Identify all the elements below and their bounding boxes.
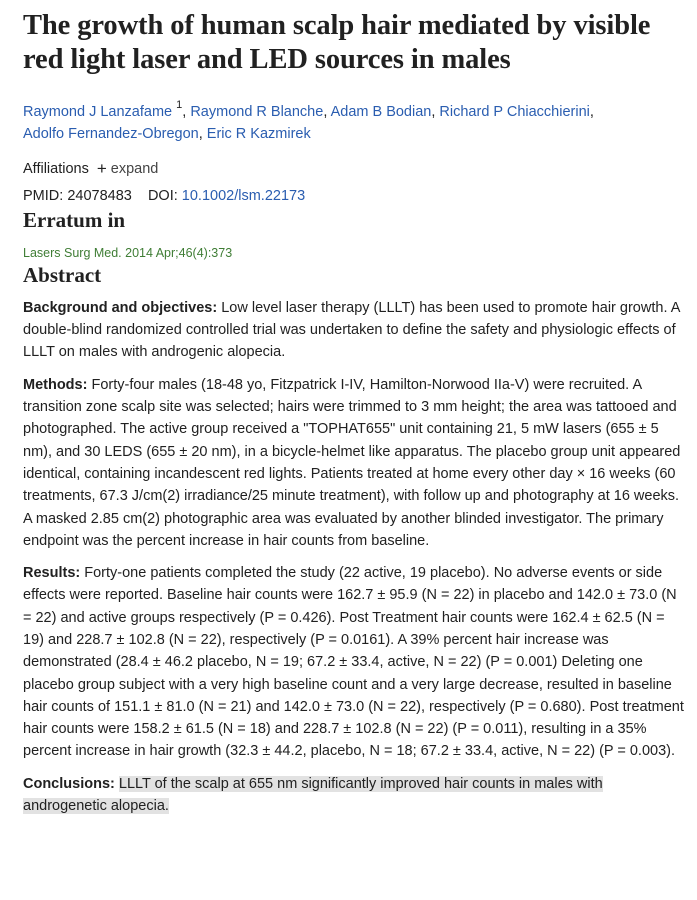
expand-label: expand [110,160,159,177]
abstract-heading: Abstract [23,262,102,287]
author-link[interactable]: Eric R Kazmirek [206,125,311,142]
author-separator: , [182,103,191,120]
article-page [23,0,687,817]
abstract-conclusions [23,773,687,818]
background-text: Low level laser therapy (LLLT) has been used to promote hair growth. A double-blind randomized controlled trial was undertaken to define the safety and physiologic effects of LLLT on males with androgenic alopecia. [23,299,680,361]
author-link[interactable]: Raymond J Lanzafame [23,103,173,120]
author-link[interactable]: Adolfo Fernandez-Obregon [23,125,199,142]
article-identifiers [23,185,687,207]
abstract-background [23,297,687,364]
author-link[interactable]: Richard P Chiacchierini [439,103,590,120]
abstract-methods [23,374,687,552]
results-text: Forty-one patients completed the study (22 active, 19 placebo). No adverse events or side effects were reported. Baseline hair counts were 162.7 ± 95.9 (N = 22) in placebo and 142.0 ± 73.0 (N = 22) and active groups respectively (P = 0.426). Post Treatment hair counts were 162.4 ± 62.5 (N = 19) and 228.7 ± 102.8 (N = 22), respectively (P = 0.0161). A 39% percent hair increase was demonstrated (28.4 ± 46.2 placebo, N = 19; 67.2 ± 33.4, active, N = 22) (P = 0.001) Deleting one placebo group subject with a very high baseline count and a very large decrease, resulted in baseline hair counts of 151.1 ± 81.0 (N = 21) and 142.0 ± 73.0 (N = 22), respectively (P = 0.680). Post treatment hair counts were 158.2 ± 61.5 (N = 18) and 228.7 ± 102.8 (N = 22) (P = 0.011), resulting in a 35% percent increase in hair growth (32.3 ± 44.2, placebo, N = 18; 67.2 ± 33.4, active, N = 22) (P = 0.003). [23,565,684,760]
background-label: Background and objectives: [23,299,218,316]
author-separator: , [323,103,331,120]
erratum-citation-link[interactable]: Lasers Surg Med. 2014 Apr;46(4):373 [23,245,233,260]
author-separator: , [198,125,207,142]
methods-label: Methods: [23,376,88,393]
author-separator: , [431,103,440,120]
pmid-value: 24078483 [67,187,132,204]
author-link[interactable]: Raymond R Blanche [190,103,324,120]
affiliations-label: Affiliations [23,160,89,177]
methods-text: Forty-four males (18-48 yo, Fitzpatrick I-IV, Hamilton-Norwood IIa-V) were recruited. A transition zone scalp site was selected; hairs were trimmed to 3 mm height; the area was tattooed and photographed. The active group received a "TOPHAT655" unit containing 21, 5 mW lasers (655 ± 5 nm), and 30 LEDS (655 ± 20 nm), in a bicycle-helmet like apparatus. The placebo group unit appeared identical, containing incandescent red lights. Patients treated at home every other day × 16 weeks (60 treatments, 67.3 J/cm(2) irradiance/25 minute treatment), with follow up and photography at 16 weeks. A masked 2.85 cm(2) photographic area was evaluated by another blinded investigator. The primary endpoint was the percent increase in hair counts from baseline. [23,376,681,549]
results-label: Results: [23,565,81,582]
conclusions-text-highlighted: LLLT of the scalp at 655 nm significantly improved hair counts in males with androgenetic alopecia. [23,775,603,815]
abstract-results [23,562,687,763]
author-list [23,96,687,145]
article-title: The growth of human scalp hair mediated by visible red light laser and LED sources in males [23,10,651,75]
conclusions-label: Conclusions: [23,775,115,792]
doi-label: DOI: [147,187,178,204]
doi-link[interactable]: 10.1002/lsm.22173 [181,187,306,204]
plus-icon: + [96,158,107,178]
affiliation-marker[interactable]: 1 [176,99,183,111]
author-separator: , [589,103,594,120]
author-link[interactable]: Adam B Bodian [330,103,432,120]
pmid-label: PMID: [23,187,64,204]
affiliations-toggle[interactable] [23,158,687,180]
erratum-heading: Erratum in [23,207,126,232]
